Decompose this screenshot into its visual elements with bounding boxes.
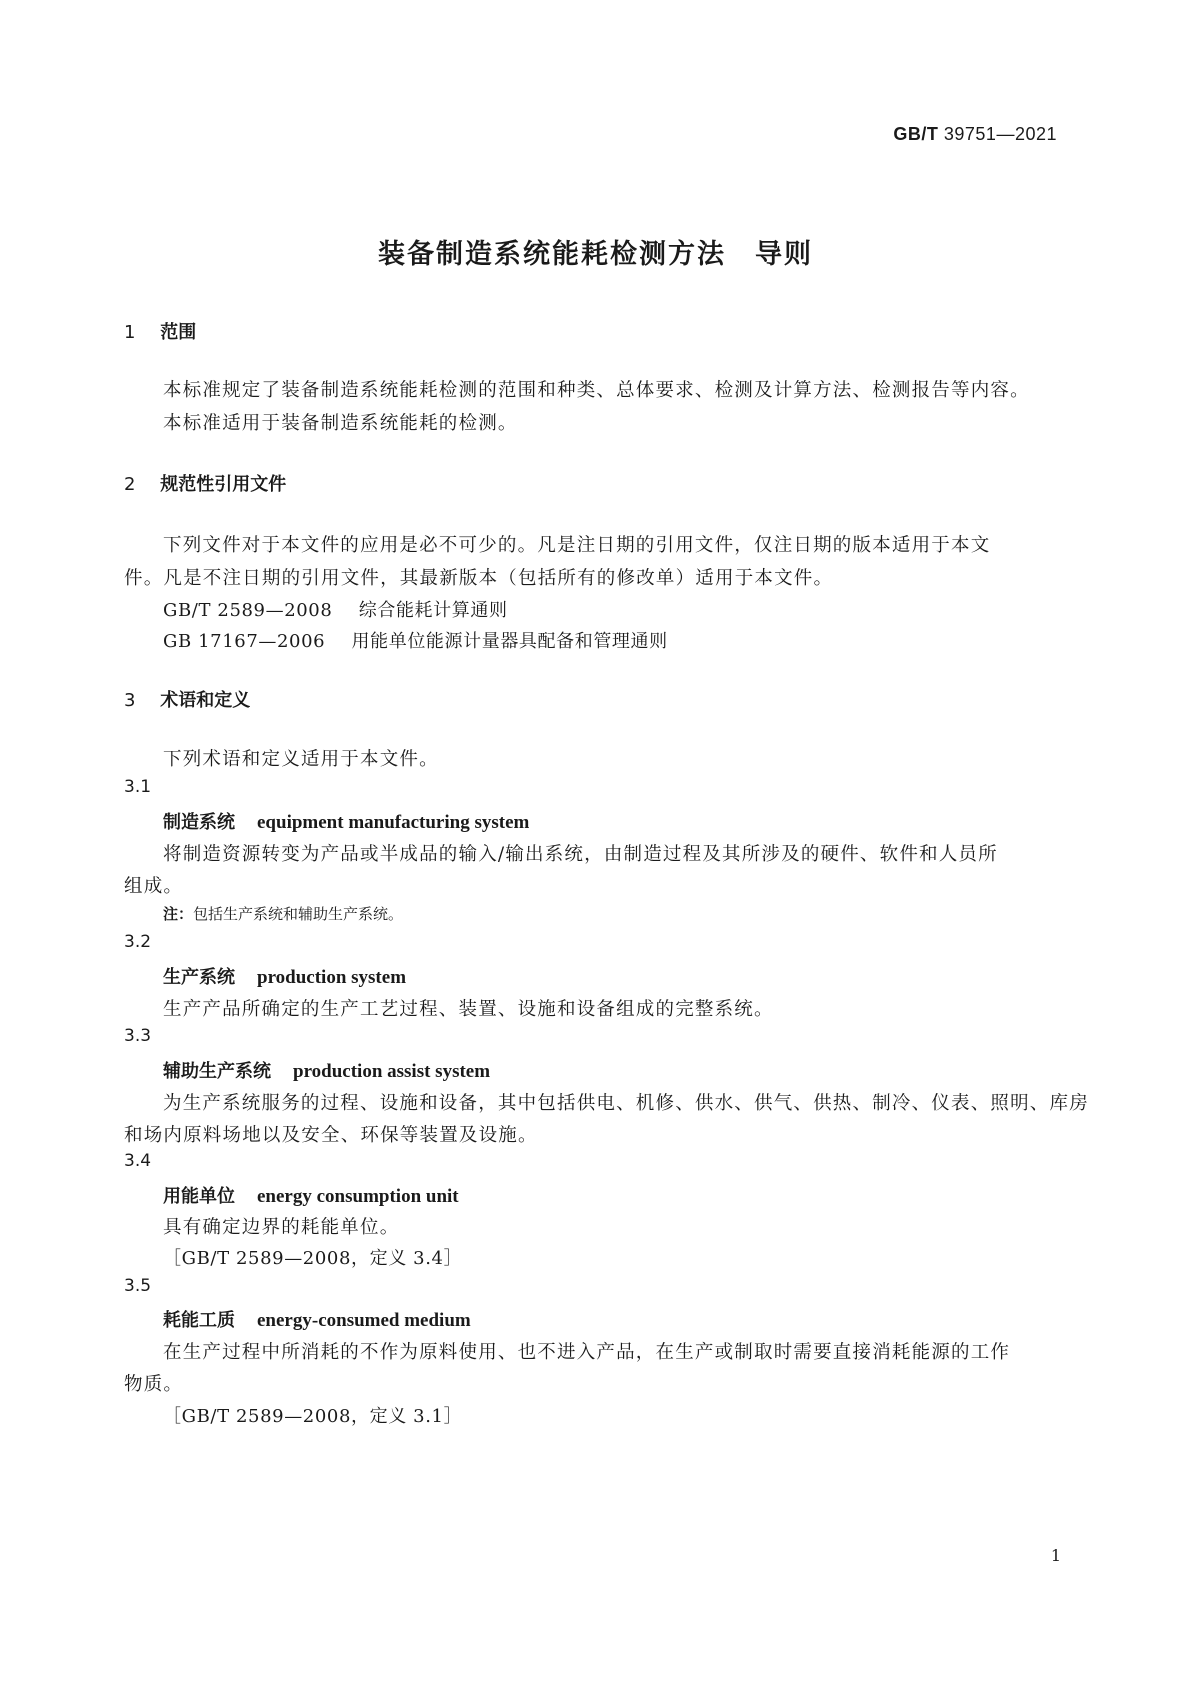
term-definition-line-2: 和场内原料场地以及安全、环保等装置及设施。: [124, 1125, 538, 1146]
section-title: 范围: [160, 322, 197, 343]
term-english: equipment manufacturing system: [257, 812, 530, 833]
term-definition-line-1: 为生产系统服务的过程、设施和设备，其中包括供电、机修、供水、供气、供热、制冷、仪表、照明、库房: [163, 1093, 1089, 1114]
term-english: energy-consumed medium: [257, 1310, 471, 1331]
term-chinese: 生产系统: [163, 967, 235, 988]
section-3-intro: 下列术语和定义适用于本文件。: [163, 749, 439, 770]
reference-code: GB 17167—2006: [163, 631, 326, 652]
document-title: 装备制造系统能耗检测方法 导则: [378, 239, 813, 270]
term-chinese: 耗能工质: [163, 1310, 235, 1331]
section-number: 2: [124, 474, 136, 495]
section-2-paragraph-line-2: 件。凡是不注日期的引用文件，其最新版本（包括所有的修改单）适用于本文件。: [124, 568, 834, 589]
section-title: 术语和定义: [160, 690, 251, 711]
term-heading: [163, 808, 1191, 834]
term-chinese: 用能单位: [163, 1186, 235, 1207]
standard-code-prefix: GB/T: [893, 124, 939, 144]
term-note: [163, 903, 1191, 924]
term-english: production assist system: [293, 1061, 491, 1082]
reference-title: 用能单位能源计量器具配备和管理通则: [351, 631, 668, 652]
section-1-paragraph-1: 本标准规定了装备制造系统能耗检测的范围和种类、总体要求、检测及计算方法、检测报告等内容。: [163, 380, 1030, 401]
term-number: 3.5: [124, 1276, 152, 1296]
section-number: 1: [124, 322, 136, 343]
term-chinese: 制造系统: [163, 812, 235, 833]
term-definition-line-1: 在生产过程中所消耗的不作为原料使用、也不进入产品，在生产或制取时需要直接消耗能源的工作: [163, 1342, 1011, 1363]
reference-code: GB/T 2589—2008: [163, 600, 333, 621]
normative-reference: [163, 627, 1191, 653]
term-chinese: 辅助生产系统: [163, 1061, 271, 1082]
term-english: production system: [257, 967, 407, 988]
term-definition-line-2: 物质。: [124, 1374, 184, 1395]
section-2-heading: [124, 470, 286, 496]
term-heading: [163, 963, 1191, 989]
term-heading: [163, 1306, 1191, 1332]
section-1-paragraph-2: 本标准适用于装备制造系统能耗的检测。: [163, 413, 518, 434]
term-source: ［GB/T 2589—2008，定义 3.4］: [163, 1248, 463, 1269]
page-number: 1: [1050, 1546, 1061, 1565]
term-definition-line-2: 组成。: [124, 876, 184, 897]
term-heading: [163, 1182, 1191, 1208]
normative-reference: [163, 596, 1191, 622]
term-heading: [163, 1057, 1191, 1083]
term-number: 3.3: [124, 1026, 152, 1046]
term-english: energy consumption unit: [257, 1186, 459, 1207]
term-number: 3.2: [124, 932, 152, 952]
section-2-paragraph-line-1: 下列文件对于本文件的应用是必不可少的。凡是注日期的引用文件，仅注日期的版本适用于本文: [163, 535, 991, 556]
section-title: 规范性引用文件: [160, 474, 287, 495]
section-1-heading: [124, 318, 196, 344]
standard-code-number: 39751—2021: [943, 124, 1057, 144]
term-number: 3.1: [124, 777, 152, 797]
term-definition-line-1: 将制造资源转变为产品或半成品的输入/输出系统，由制造过程及其所涉及的硬件、软件和人员所: [163, 844, 998, 865]
term-definition-line-1: 生产产品所确定的生产工艺过程、装置、设施和设备组成的完整系统。: [163, 999, 774, 1020]
note-text: 包括生产系统和辅助生产系统。: [193, 905, 404, 923]
term-source: ［GB/T 2589—2008，定义 3.1］: [163, 1406, 463, 1427]
note-label: 注：: [163, 905, 194, 923]
term-definition-line-1: 具有确定边界的耗能单位。: [163, 1217, 400, 1238]
standard-code: [893, 124, 1057, 145]
section-3-heading: [124, 686, 250, 712]
reference-title: 综合能耗计算通则: [358, 600, 508, 621]
section-number: 3: [124, 690, 136, 711]
term-number: 3.4: [124, 1151, 152, 1171]
